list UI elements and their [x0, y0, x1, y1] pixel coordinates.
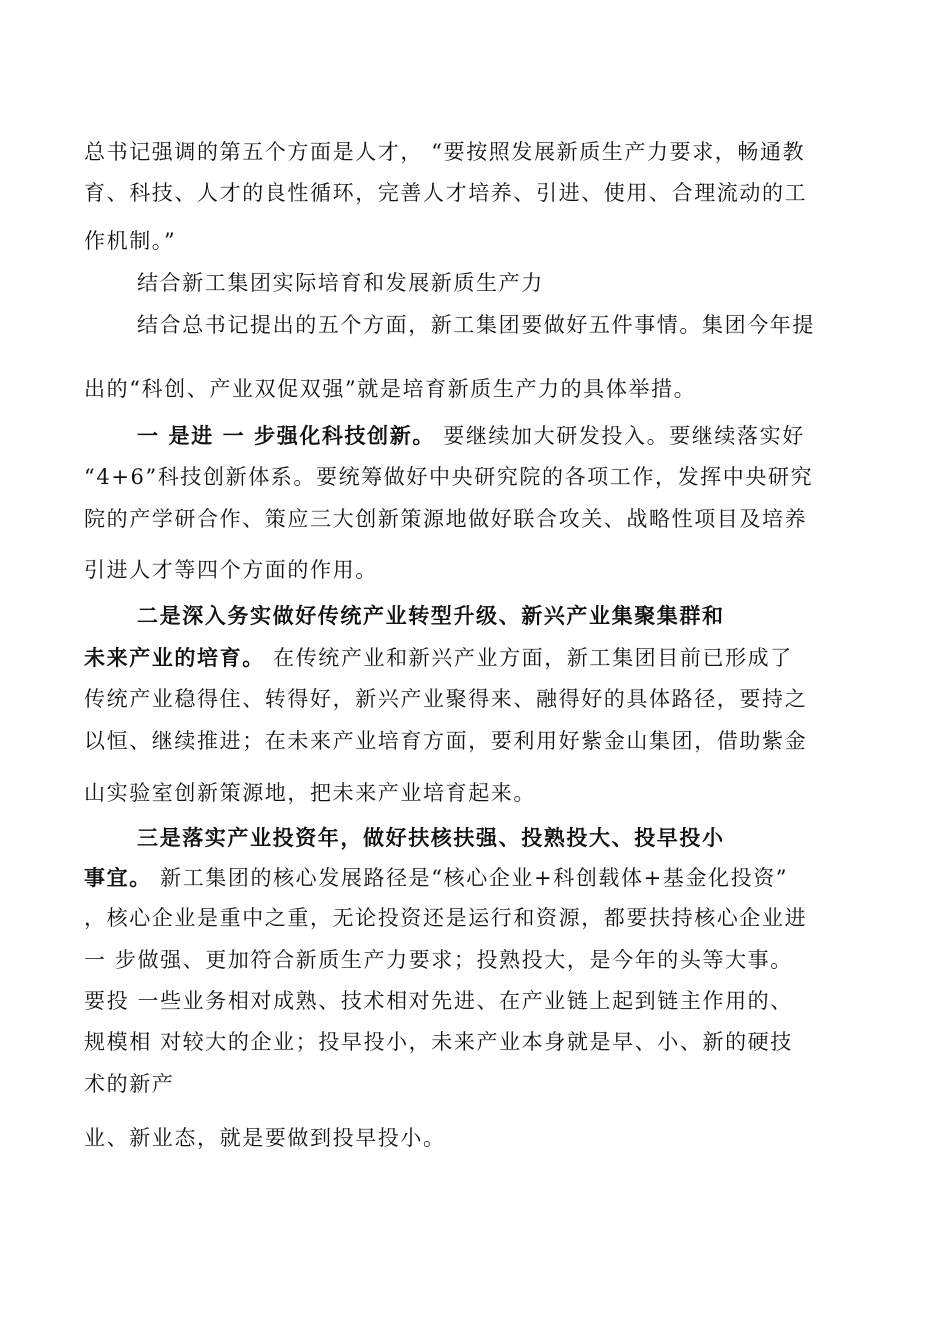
point-one-line: [137, 420, 805, 452]
point-three-line: [84, 862, 788, 894]
point-three-heading: 三是落实产业投资年，做好扶核扶强、投熟投大、投早投小: [137, 825, 725, 850]
point-three-heading-end: 事宜。: [84, 865, 152, 890]
body-line: 总书记强调的第五个方面是人才， “要按照发展新质生产力要求，畅通教: [84, 140, 806, 164]
body-line: ，核心企业是重中之重，无论投资还是运行和资源，都要扶持核心企业进: [84, 906, 808, 930]
point-two-heading-end: 未来产业的培育。: [84, 645, 265, 670]
body-line: 一 步做强、更加符合新质生产力要求；投熟投大，是今年的头等大事。: [84, 948, 793, 972]
point-two-heading: 二是深入务实做好传统产业转型升级、新兴产业集聚集群和: [137, 603, 725, 628]
point-one-heading: 一 是进 一 步强化科技创新。: [137, 423, 435, 448]
body-line: 山实验室创新策源地，把未来产业培育起来。: [84, 781, 536, 805]
body-line: 规模相 对较大的企业；投早投小，未来产业本身就是早、小、新的硬技: [84, 1030, 793, 1054]
point-three-text: 新工集团的核心发展路径是“核心企业+科创载体+基金化投资”: [151, 866, 789, 890]
body-line: 院的产学研合作、策应三大创新策源地做好联合攻关、战略性项目及培养: [84, 507, 808, 531]
body-line: 业、新业态，就是要做到投早投小。: [84, 1126, 446, 1150]
body-line: 要投 一些业务相对成熟、技术相对先进、在产业链上起到链主作用的、: [84, 989, 793, 1013]
body-line: 术的新产: [84, 1072, 175, 1096]
body-line: “4+6”科技创新体系。要统筹做好中央研究院的各项工作，发挥中央研究: [84, 465, 814, 489]
body-line: 传统产业稳得住、转得好，新兴产业聚得来、融得好的具体路径，要持之: [84, 687, 808, 711]
body-line: 育、科技、人才的良性循环，完善人才培养、引进、使用、合理流动的工: [84, 181, 808, 205]
point-two-text: 在传统产业和新兴产业方面，新工集团目前已形成了: [264, 646, 793, 670]
point-two-line: [84, 642, 793, 674]
body-line: 引进人才等四个方面的作用。: [84, 558, 378, 582]
point-one-text: 要继续加大研发投入。要继续落实好: [434, 424, 805, 448]
body-line: 结合总书记提出的五个方面，新工集团要做好五件事情。集团今年提: [137, 313, 815, 337]
section-heading: 结合新工集团实际培育和发展新质生产力: [137, 271, 544, 295]
body-line: 作机制。”: [84, 229, 177, 253]
body-line: 以恒、继续推进；在未来产业培育方面，要利用好紫金山集团，借助紫金: [84, 729, 808, 753]
body-line: 出的“科创、产业双促双强”就是培育新质生产力的具体举措。: [84, 377, 697, 401]
